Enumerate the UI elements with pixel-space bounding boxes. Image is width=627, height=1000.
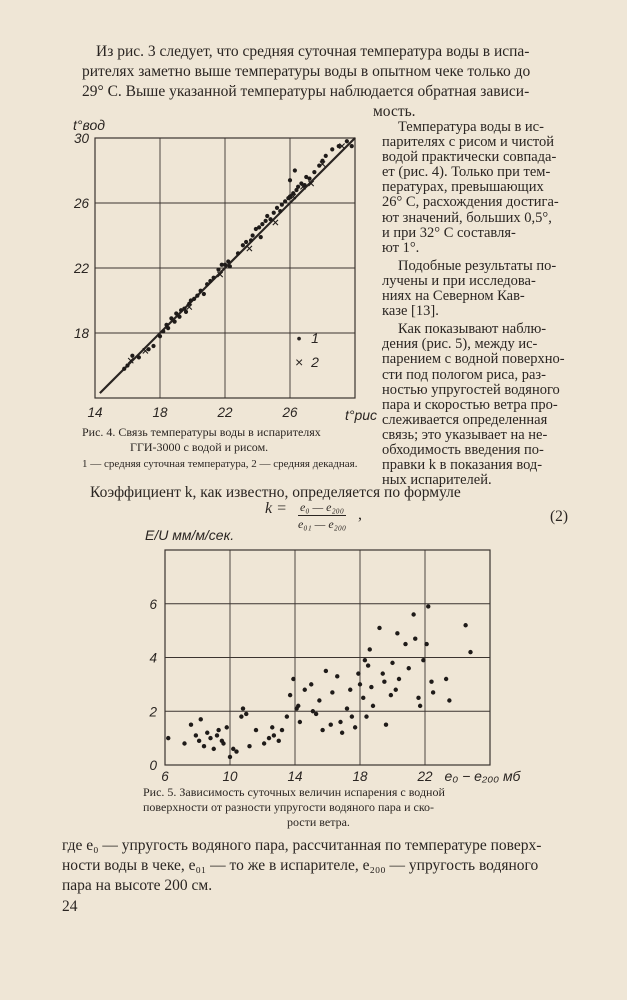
page-number: 24 xyxy=(62,898,78,915)
right-column-line: Температура воды в ис- xyxy=(398,119,544,135)
fig4-point-daily xyxy=(259,235,263,239)
fig4-point-daily xyxy=(251,233,255,237)
fig4-point-daily xyxy=(350,144,354,148)
right-column-line: правки k в показания вод- xyxy=(382,457,543,474)
fig5-point xyxy=(424,642,428,646)
fig4-y-tick: 22 xyxy=(73,261,89,276)
fig4-point-decade xyxy=(273,220,278,225)
fig4-point-daily xyxy=(275,206,279,210)
fig5-point xyxy=(369,685,373,689)
fig5-point xyxy=(189,722,193,726)
fig5-point xyxy=(366,663,370,667)
fig4-point-daily xyxy=(125,363,129,367)
fig5-point xyxy=(368,647,372,651)
bottom-line-3: пара на высоте 200 см. xyxy=(62,877,213,894)
fig5-x-tick: 10 xyxy=(222,769,238,784)
right-column-line: ных испарителей. xyxy=(382,472,492,489)
fig5-point xyxy=(234,749,238,753)
fig4-point-daily xyxy=(272,211,276,215)
fig5-point xyxy=(389,693,393,697)
fig5-point xyxy=(382,679,386,683)
fig5-point xyxy=(205,731,209,735)
bottom-line-1: где e₀ — упругость водяного пара, рассчитанная по температуре поверх- xyxy=(62,837,542,854)
fig5-point xyxy=(225,725,229,729)
figure-4-chart xyxy=(60,108,380,423)
fig5-point xyxy=(447,698,451,702)
fig5-point xyxy=(244,712,248,716)
fig5-point xyxy=(421,658,425,662)
fig5-point xyxy=(277,739,281,743)
fig5-point xyxy=(468,650,472,654)
right-column-line: водой практически совпада- xyxy=(382,149,557,166)
fig5-point xyxy=(288,693,292,697)
intro-line-2: рителях заметно выше температуры воды в опытном чеке только до xyxy=(82,63,531,80)
fig5-point xyxy=(298,720,302,724)
fig5-y-tick: 4 xyxy=(149,650,157,666)
right-column-line: ют значений, больших 0,5°, xyxy=(382,209,552,226)
formula-numerator: e₀ — e₂₀₀ xyxy=(300,500,345,514)
fig5-point xyxy=(216,728,220,732)
fig4-caption-line-2: ГГИ-3000 с водой и рисом. xyxy=(130,440,269,454)
right-column-line: 26° С, расхождения достига- xyxy=(382,194,559,211)
fig4-point-daily xyxy=(296,185,300,189)
fig5-point xyxy=(348,688,352,692)
fig5-grid xyxy=(165,550,490,765)
fig5-x-tick: 18 xyxy=(352,769,368,784)
fig4-caption-line-1: Рис. 4. Связь температуры воды в испарителях xyxy=(82,425,321,439)
right-column-line: обходимость введения по- xyxy=(382,441,544,458)
fig5-point xyxy=(194,733,198,737)
fig5-point xyxy=(444,677,448,681)
fig4-x-tick: 26 xyxy=(282,405,298,420)
fig4-legend-marker-1: • xyxy=(296,329,302,346)
fig4-point-decade xyxy=(247,246,252,251)
fig5-x-tick: 6 xyxy=(161,769,169,784)
fig5-point xyxy=(311,709,315,713)
fig4-point-daily xyxy=(202,292,206,296)
right-column-line: сти под пологом риса, раз- xyxy=(382,366,546,383)
fig5-point xyxy=(371,704,375,708)
fig4-point-daily xyxy=(260,222,264,226)
fig5-point xyxy=(197,739,201,743)
fig4-point-daily xyxy=(212,276,216,280)
fig5-labels xyxy=(145,527,522,784)
right-column-line: слеживается определенная xyxy=(382,411,548,428)
fig4-x-tick: 18 xyxy=(152,405,168,420)
fig5-point xyxy=(418,704,422,708)
right-column-line: ностью упругостей водяного xyxy=(382,381,560,398)
fig5-point xyxy=(416,696,420,700)
fig5-point xyxy=(381,671,385,675)
right-column-line: пературах, превышающих xyxy=(382,179,544,196)
fig5-point xyxy=(199,717,203,721)
intro-line-4: мость. xyxy=(373,103,416,120)
fig5-point xyxy=(350,714,354,718)
fig5-point xyxy=(361,696,365,700)
fig5-point xyxy=(254,728,258,732)
fig4-point-daily xyxy=(228,264,232,268)
fig4-point-daily xyxy=(330,147,334,151)
fig4-point-daily xyxy=(173,320,177,324)
fig4-point-daily xyxy=(161,329,165,333)
fig4-y-label: t°вод xyxy=(73,117,106,133)
fig5-point xyxy=(303,688,307,692)
fig5-point xyxy=(463,623,467,627)
fig5-points xyxy=(166,604,473,759)
fig5-point xyxy=(431,690,435,694)
fig4-point-daily xyxy=(169,316,173,320)
fig5-point xyxy=(395,631,399,635)
fig5-point xyxy=(364,714,368,718)
fig4-point-daily xyxy=(174,311,178,315)
fig5-point xyxy=(267,736,271,740)
fig4-point-daily xyxy=(241,243,245,247)
fig4-point-daily xyxy=(307,177,311,181)
right-column xyxy=(382,120,572,488)
fig4-point-daily xyxy=(324,154,328,158)
fig5-y-tick: 2 xyxy=(149,704,157,720)
fig4-legend-label-2: 2 xyxy=(311,354,319,371)
fig4-point-daily xyxy=(130,354,134,358)
coefficient-line: Коэффициент k, как известно, определяется по формуле xyxy=(90,484,461,501)
fig5-point xyxy=(358,682,362,686)
fig5-caption-line-2: поверхности от разности упругости водяного пара и ско- xyxy=(143,800,435,814)
fig5-x-tick: 14 xyxy=(287,769,303,784)
intro-line-3: 29° С. Выше указанной температуры наблюдается обратная зависи- xyxy=(82,83,530,100)
fig5-y-label: E/U мм/м/сек. xyxy=(145,527,235,543)
formula-number: (2) xyxy=(550,508,569,525)
fig5-point xyxy=(296,704,300,708)
fig4-point-daily xyxy=(158,334,162,338)
fig5-point xyxy=(320,728,324,732)
fig5-point xyxy=(330,690,334,694)
fig4-point-daily xyxy=(293,168,297,172)
fig4-point-daily xyxy=(122,367,126,371)
right-column-line: казе [13]. xyxy=(382,303,439,320)
fig4-point-daily xyxy=(257,225,261,229)
fig5-caption-line-3: рости ветра. xyxy=(287,815,350,829)
fig4-point-daily xyxy=(236,251,240,255)
fig4-point-daily xyxy=(312,170,316,174)
right-column-line: дения (рис. 5), между ис- xyxy=(382,336,538,353)
fig4-point-daily xyxy=(151,344,155,348)
fig5-point xyxy=(166,736,170,740)
formula-comma: , xyxy=(358,506,362,523)
fig4-point-daily xyxy=(216,268,220,272)
fig5-point xyxy=(363,658,367,662)
fig5-point xyxy=(262,741,266,745)
figure-5-chart xyxy=(130,520,521,785)
fig4-point-daily xyxy=(345,139,349,143)
fig4-legend-label-1: 1 xyxy=(311,329,319,346)
fig5-point xyxy=(324,669,328,673)
fig4-point-daily xyxy=(192,297,196,301)
right-column-line: ниях на Северном Кав- xyxy=(382,288,525,305)
fig5-point xyxy=(411,612,415,616)
fig5-point xyxy=(208,736,212,740)
right-column-line: связь; это указывает на не- xyxy=(382,426,548,443)
fig5-point xyxy=(309,682,313,686)
fig4-point-daily xyxy=(208,279,212,283)
fig4-y-tick: 30 xyxy=(73,131,89,146)
right-column-line: Подобные результаты по- xyxy=(398,257,557,274)
fig5-point xyxy=(241,706,245,710)
fig4-point-daily xyxy=(177,315,181,319)
fig4-x-tick: 14 xyxy=(87,405,103,420)
fig4-legend-note: 1 — средняя суточная температура, 2 — средняя декадная. xyxy=(82,458,358,470)
right-column-line: ют 1°. xyxy=(382,239,420,256)
fig5-point xyxy=(335,674,339,678)
fig5-point xyxy=(280,728,284,732)
fig4-point-daily xyxy=(184,310,188,314)
fig5-point xyxy=(390,661,394,665)
right-column-line: и при 32° С составля- xyxy=(382,224,516,241)
fig5-x-label: e₀ − e₂₀₀ мб xyxy=(444,768,521,784)
fig4-point-daily xyxy=(249,238,253,242)
fig5-point xyxy=(407,666,411,670)
fig4-point-daily xyxy=(288,178,292,182)
fig5-caption-line-1: Рис. 5. Зависимость суточных величин испарения с водной xyxy=(143,785,445,799)
fig5-x-tick: 22 xyxy=(417,769,433,784)
formula-denominator: e₀₁ — e₂₀₀ xyxy=(298,517,347,531)
fig5-point xyxy=(397,677,401,681)
bottom-line-2: ности воды в чеке, e₀₁ — то же в испарителе, e₂₀₀ — упругость водяного xyxy=(62,857,539,874)
fig4-point-daily xyxy=(268,217,272,221)
fig4-point-daily xyxy=(199,289,203,293)
fig4-y-tick: 26 xyxy=(73,196,89,211)
fig4-point-daily xyxy=(223,263,227,267)
fig5-point xyxy=(329,722,333,726)
right-column-line: пара и скоростью ветра про- xyxy=(382,396,558,413)
fig5-point xyxy=(228,755,232,759)
fig5-point xyxy=(429,679,433,683)
fig4-x-tick: 22 xyxy=(217,405,233,420)
fig4-point-daily xyxy=(280,203,284,207)
fig5-point xyxy=(291,677,295,681)
fig4-x-label: t°рис xyxy=(345,407,378,423)
fig5-point xyxy=(212,747,216,751)
fig5-point xyxy=(270,725,274,729)
fig5-point xyxy=(338,720,342,724)
fig4-point-daily xyxy=(195,294,199,298)
right-column-line: парителях с рисом и чистой xyxy=(382,134,555,151)
fig5-point xyxy=(403,642,407,646)
fig5-point xyxy=(345,706,349,710)
fig5-point xyxy=(272,733,276,737)
fig5-point xyxy=(202,744,206,748)
formula-lhs: k = xyxy=(265,500,287,517)
right-column-line: Как показывают наблю- xyxy=(398,321,547,338)
fig5-point xyxy=(340,731,344,735)
fig5-point xyxy=(221,741,225,745)
fig5-point xyxy=(353,725,357,729)
fig4-point-daily xyxy=(244,240,248,244)
right-column-line: лучены и при исследова- xyxy=(382,272,536,289)
fig4-point-daily xyxy=(226,259,230,263)
fig4-point-daily xyxy=(166,326,170,330)
fig5-y-tick: 0 xyxy=(149,758,157,773)
fig5-point xyxy=(377,626,381,630)
fig5-point xyxy=(356,671,360,675)
fig5-point xyxy=(215,733,219,737)
fig5-point xyxy=(317,698,321,702)
fig5-point xyxy=(394,688,398,692)
fig4-legend-marker-2: × xyxy=(294,354,304,371)
intro-line-1: Из рис. 3 следует, что средняя суточная температура воды в испа- xyxy=(96,43,530,60)
fig4-point-daily xyxy=(264,219,268,223)
fig4-point-daily xyxy=(283,199,287,203)
fig5-point xyxy=(247,744,251,748)
right-column-line: парением с водной поверхно- xyxy=(382,351,565,368)
fig5-point xyxy=(182,741,186,745)
fig4-y-tick: 18 xyxy=(73,326,89,341)
fig4-point-daily xyxy=(278,209,282,213)
fig5-point xyxy=(239,714,243,718)
fig4-point-daily xyxy=(205,282,209,286)
right-column-line: ет (рис. 4). Только при тем- xyxy=(382,164,551,181)
fig5-point xyxy=(285,714,289,718)
fig4-point-daily xyxy=(137,355,141,359)
fig5-point xyxy=(426,604,430,608)
fig5-y-tick: 6 xyxy=(149,596,157,612)
fig4-point-daily xyxy=(265,214,269,218)
fig5-point xyxy=(384,722,388,726)
fig5-point xyxy=(413,636,417,640)
